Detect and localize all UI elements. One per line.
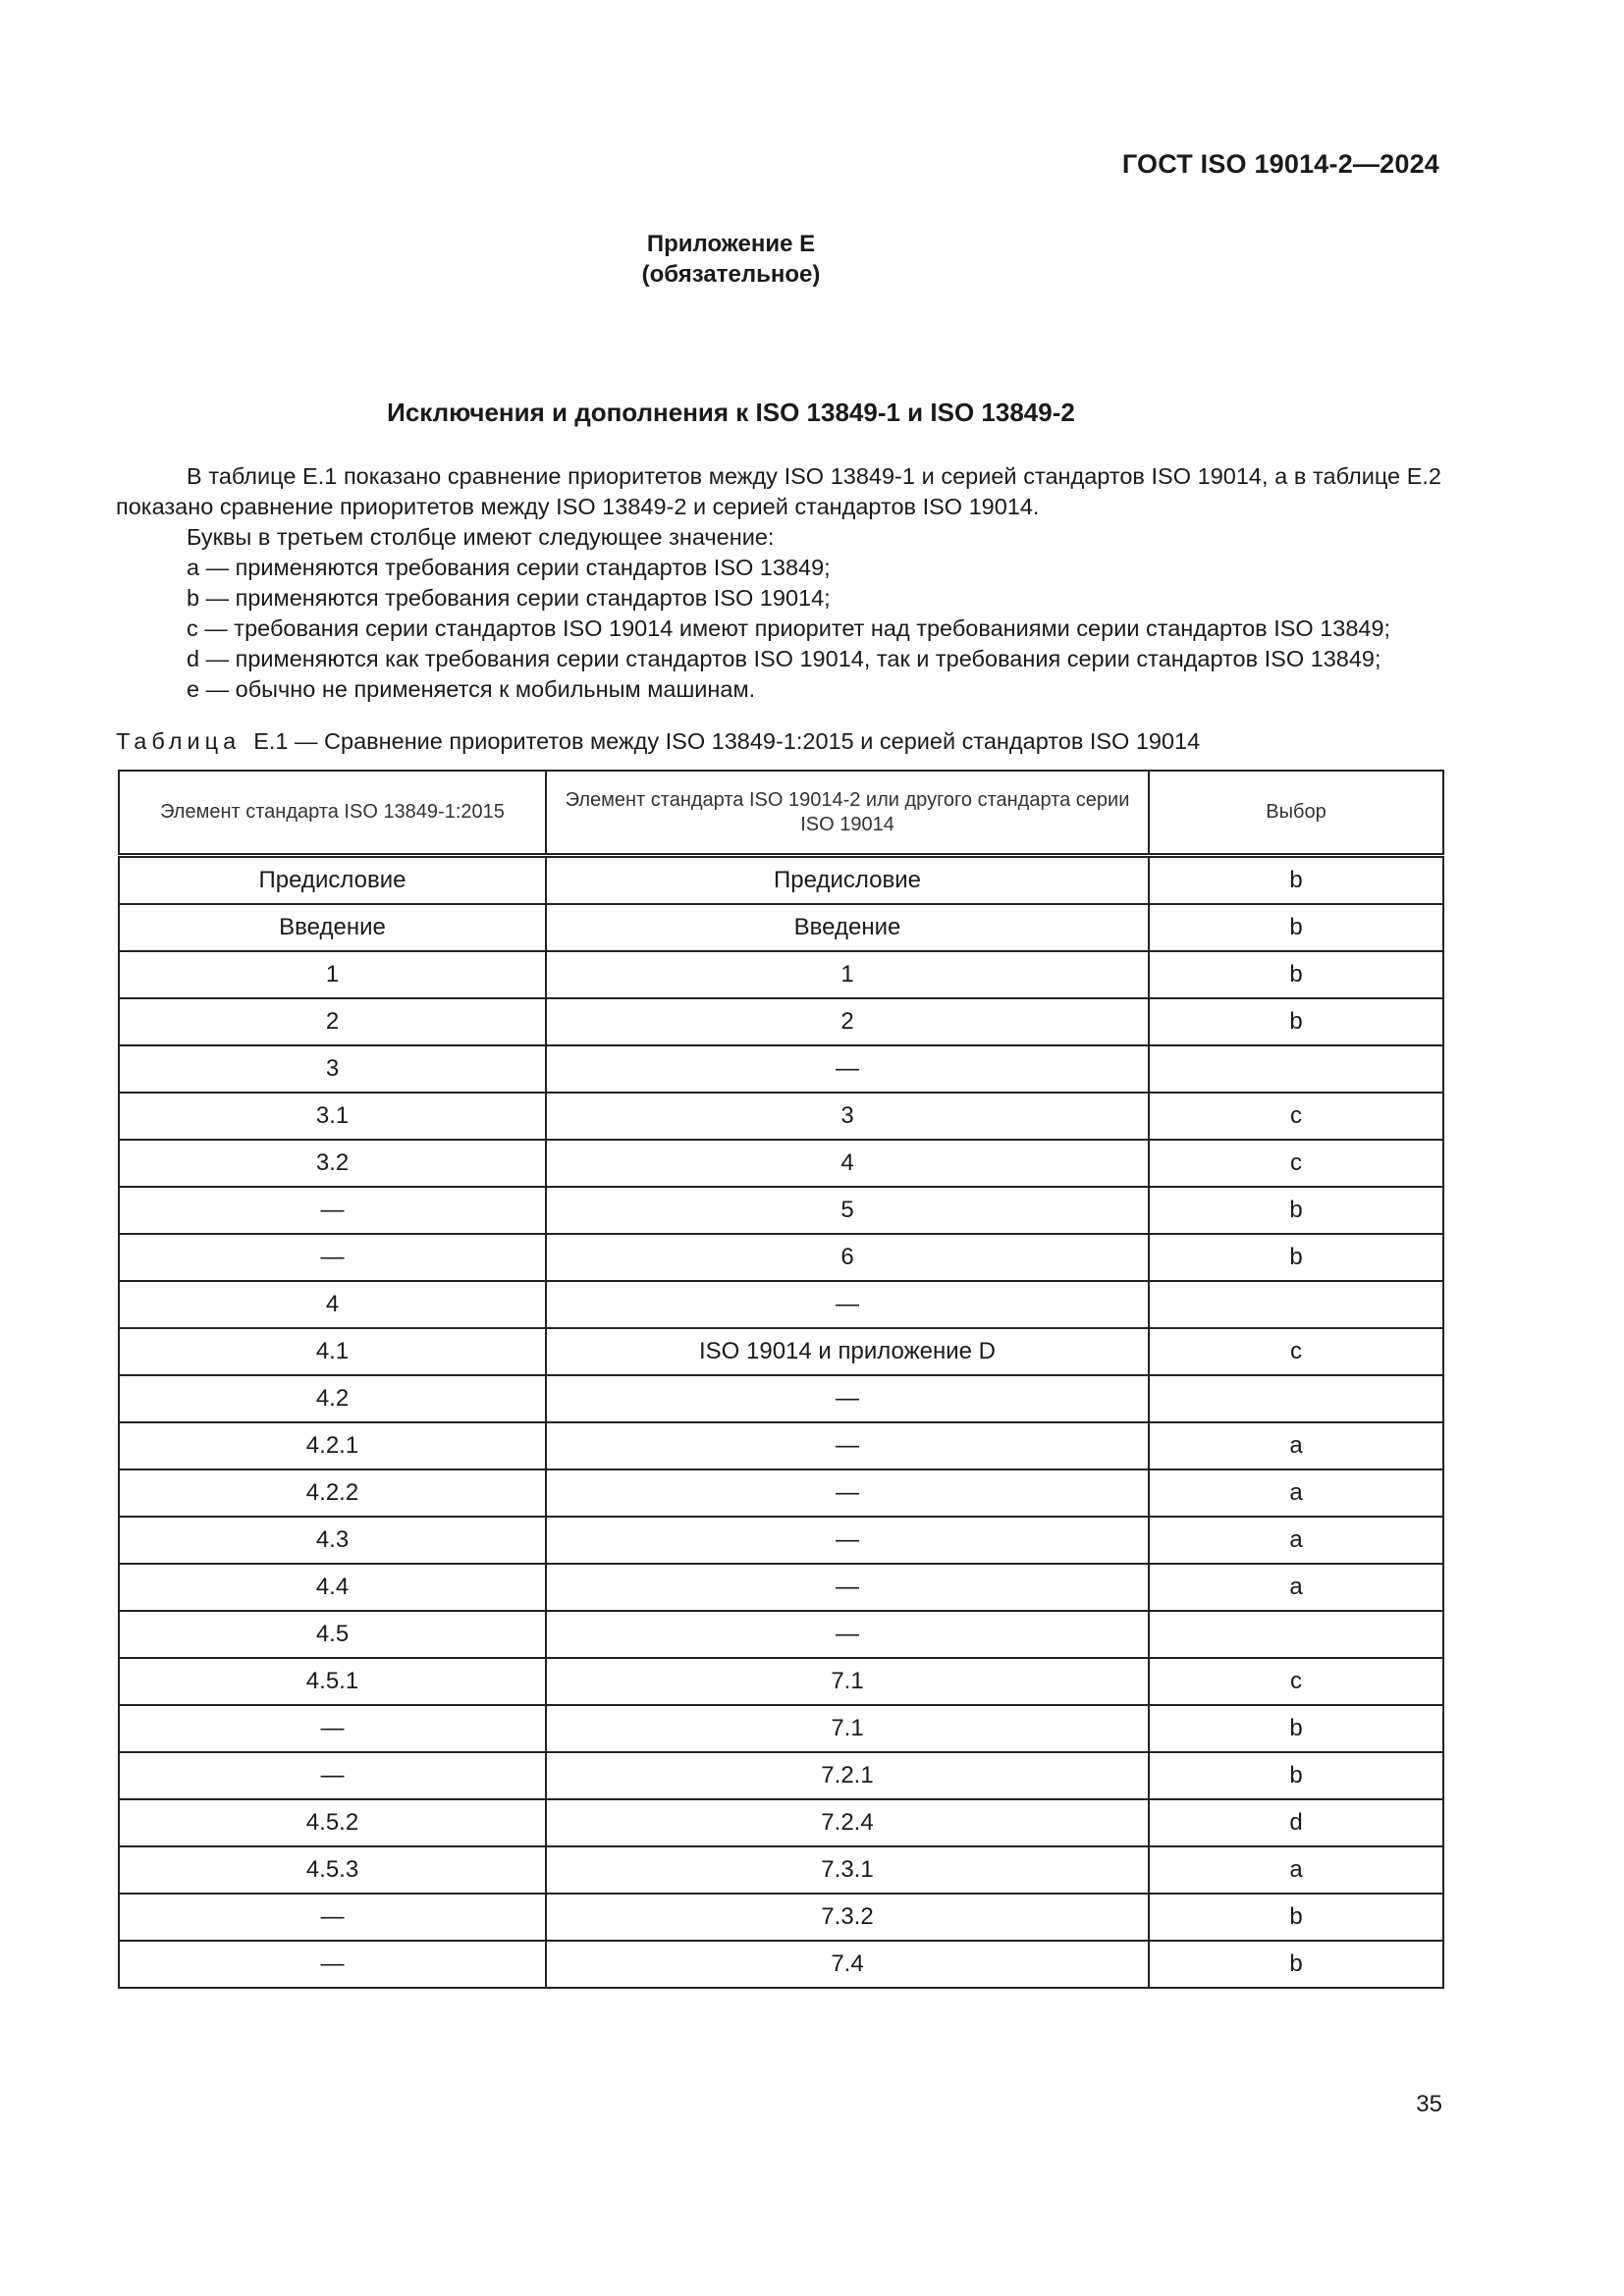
page-number: 35 <box>1416 2091 1442 2117</box>
cell-choice: c <box>1149 1093 1443 1140</box>
cell-iso13849-element: — <box>119 1941 546 1988</box>
cell-iso13849-element: 3.1 <box>119 1093 546 1140</box>
cell-iso13849-element: 4.2.1 <box>119 1422 546 1469</box>
cell-iso13849-element: 4 <box>119 1281 546 1328</box>
document-code: ГОСТ ISO 19014-2—2024 <box>1121 149 1439 179</box>
table-row <box>119 1469 1443 1517</box>
legend-item-d: d — применяются как требования серии стандартов ISO 19014, так и требования серии стандартов ISO 13849; <box>187 646 1381 671</box>
table-row <box>119 1187 1443 1234</box>
appendix-title: Приложение Е <box>646 231 816 257</box>
table-caption <box>116 728 1200 755</box>
cell-iso13849-element: 4.2.2 <box>119 1469 546 1517</box>
cell-iso19014-element: — <box>546 1422 1149 1469</box>
table-body <box>119 856 1443 1989</box>
legend-intro: Буквы в третьем столбце имеют следующее значение: <box>187 524 775 550</box>
table-row <box>119 1799 1443 1846</box>
table-row <box>119 998 1443 1045</box>
table-row <box>119 1894 1443 1941</box>
cell-iso13849-element: 3 <box>119 1045 546 1093</box>
cell-iso13849-element: — <box>119 1894 546 1941</box>
cell-iso19014-element: 4 <box>546 1140 1149 1187</box>
cell-iso19014-element: ISO 19014 и приложение D <box>546 1328 1149 1375</box>
cell-iso13849-element: 4.4 <box>119 1564 546 1611</box>
intro-paragraph: В таблице Е.1 показано сравнение приоритетов между ISO 13849-1 и серией стандартов ISO 19014, а в таблице Е.2 показано сравнение приоритетов между ISO 13849-2 и серией стандартов ISO 19014. <box>116 463 1441 519</box>
cell-choice: a <box>1149 1469 1443 1517</box>
priority-comparison-table <box>118 770 1444 1989</box>
table-row <box>119 1611 1443 1658</box>
cell-choice: c <box>1149 1328 1443 1375</box>
cell-iso19014-element: — <box>546 1611 1149 1658</box>
cell-iso19014-element: — <box>546 1375 1149 1422</box>
header-choice: Выбор <box>1149 771 1443 856</box>
legend-item-e: e — обычно не применяется к мобильным машинам. <box>187 676 756 702</box>
cell-choice: a <box>1149 1422 1443 1469</box>
cell-iso19014-element: 7.2.4 <box>546 1799 1149 1846</box>
cell-iso19014-element: — <box>546 1045 1149 1093</box>
cell-iso19014-element: 7.3.2 <box>546 1894 1149 1941</box>
cell-choice: a <box>1149 1846 1443 1894</box>
table-caption-text: Е.1 — Сравнение приоритетов между ISO 13849-1:2015 и серией стандартов ISO 19014 <box>253 728 1201 754</box>
cell-iso13849-element: — <box>119 1234 546 1281</box>
table-row <box>119 1564 1443 1611</box>
cell-choice: c <box>1149 1658 1443 1705</box>
table-row <box>119 904 1443 951</box>
cell-iso19014-element: 7.2.1 <box>546 1752 1149 1799</box>
table-row <box>119 1422 1443 1469</box>
table-row <box>119 1093 1443 1140</box>
cell-choice <box>1149 1281 1443 1328</box>
cell-choice: b <box>1149 1234 1443 1281</box>
table-row <box>119 1517 1443 1564</box>
cell-iso13849-element: 3.2 <box>119 1140 546 1187</box>
cell-iso13849-element: 4.5 <box>119 1611 546 1658</box>
table-row <box>119 1705 1443 1752</box>
table-row <box>119 1328 1443 1375</box>
cell-iso19014-element: 2 <box>546 998 1149 1045</box>
cell-iso13849-element: — <box>119 1752 546 1799</box>
cell-iso13849-element: Введение <box>119 904 546 951</box>
table-row <box>119 1234 1443 1281</box>
table-row <box>119 856 1443 905</box>
cell-iso13849-element: 4.5.3 <box>119 1846 546 1894</box>
table-row <box>119 1375 1443 1422</box>
cell-iso13849-element: 1 <box>119 951 546 998</box>
table-caption-label: Таблица <box>116 728 242 754</box>
cell-iso19014-element: 5 <box>546 1187 1149 1234</box>
cell-iso13849-element: Предисловие <box>119 856 546 905</box>
cell-choice: a <box>1149 1564 1443 1611</box>
cell-iso13849-element: — <box>119 1187 546 1234</box>
cell-iso13849-element: 4.3 <box>119 1517 546 1564</box>
cell-iso13849-element: 4.2 <box>119 1375 546 1422</box>
legend-item-a: а — применяются требования серии стандартов ISO 13849; <box>187 555 831 580</box>
cell-choice: b <box>1149 856 1443 905</box>
header-iso13849-element: Элемент стандарта ISO 13849-1:2015 <box>119 771 546 856</box>
cell-iso19014-element: 7.4 <box>546 1941 1149 1988</box>
cell-choice <box>1149 1045 1443 1093</box>
cell-choice: b <box>1149 1894 1443 1941</box>
cell-choice: b <box>1149 1752 1443 1799</box>
legend-item-b: b — применяются требования серии стандартов ISO 19014; <box>187 585 831 611</box>
cell-choice: b <box>1149 1941 1443 1988</box>
table-row <box>119 951 1443 998</box>
appendix-status: (обязательное) <box>641 261 821 288</box>
cell-iso19014-element: Введение <box>546 904 1149 951</box>
cell-choice: a <box>1149 1517 1443 1564</box>
cell-iso19014-element: 6 <box>546 1234 1149 1281</box>
cell-choice: b <box>1149 1705 1443 1752</box>
cell-choice: d <box>1149 1799 1443 1846</box>
cell-iso13849-element: 4.5.1 <box>119 1658 546 1705</box>
cell-iso19014-element: 7.1 <box>546 1705 1149 1752</box>
legend-item-c: c — требования серии стандартов ISO 19014 имеют приоритет над требованиями серии стандартов ISO 13849; <box>187 615 1391 641</box>
table-row <box>119 1281 1443 1328</box>
cell-iso19014-element: 7.3.1 <box>546 1846 1149 1894</box>
cell-choice: b <box>1149 998 1443 1045</box>
table-row <box>119 1658 1443 1705</box>
cell-iso13849-element: — <box>119 1705 546 1752</box>
cell-iso13849-element: 4.1 <box>119 1328 546 1375</box>
header-iso19014-element: Элемент стандарта ISO 19014-2 или другого стандарта серии ISO 19014 <box>546 771 1149 856</box>
table-row <box>119 1941 1443 1988</box>
table-row <box>119 1045 1443 1093</box>
appendix-heading <box>0 229 1624 290</box>
table-row <box>119 1140 1443 1187</box>
cell-choice <box>1149 1375 1443 1422</box>
table-row <box>119 1752 1443 1799</box>
cell-iso19014-element: — <box>546 1281 1149 1328</box>
cell-choice <box>1149 1611 1443 1658</box>
cell-choice: c <box>1149 1140 1443 1187</box>
cell-iso19014-element: 3 <box>546 1093 1149 1140</box>
cell-iso13849-element: 2 <box>119 998 546 1045</box>
cell-iso19014-element: 1 <box>546 951 1149 998</box>
cell-iso19014-element: — <box>546 1564 1149 1611</box>
cell-choice: b <box>1149 904 1443 951</box>
cell-choice: b <box>1149 951 1443 998</box>
cell-iso19014-element: — <box>546 1517 1149 1564</box>
cell-iso19014-element: — <box>546 1469 1149 1517</box>
cell-choice: b <box>1149 1187 1443 1234</box>
section-title: Исключения и дополнения к ISO 13849-1 и ISO 13849-2 <box>387 398 1075 427</box>
cell-iso13849-element: 4.5.2 <box>119 1799 546 1846</box>
table-row <box>119 1846 1443 1894</box>
intro-text <box>116 461 1441 705</box>
table-header-row <box>119 771 1443 856</box>
cell-iso19014-element: Предисловие <box>546 856 1149 905</box>
cell-iso19014-element: 7.1 <box>546 1658 1149 1705</box>
